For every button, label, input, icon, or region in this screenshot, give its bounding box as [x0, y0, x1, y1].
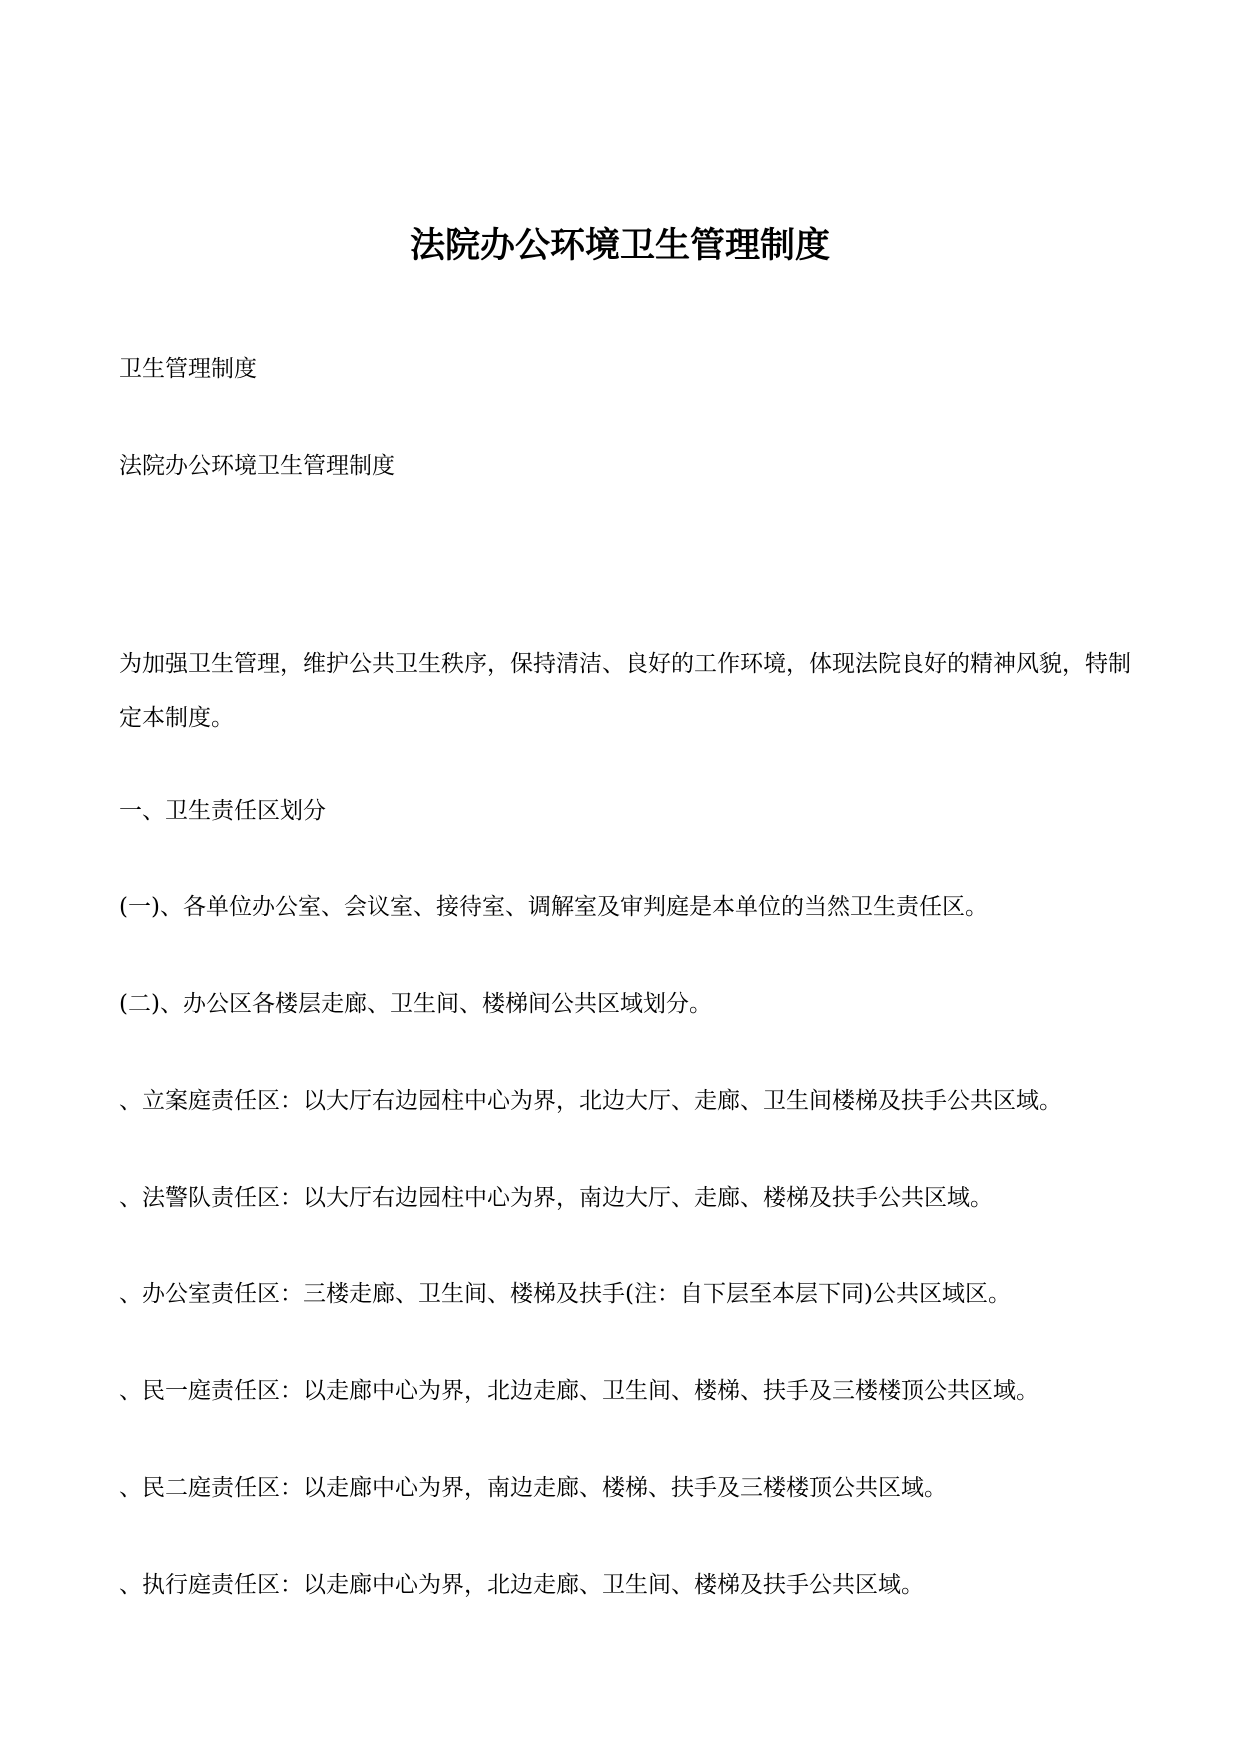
paragraph-zone-minerr: 、民二庭责任区：以走廊中心为界，南边走廊、楼梯、扶手及三楼楼顶公共区域。 — [119, 1475, 947, 1501]
paragraph-item-1: (一)、各单位办公室、会议室、接待室、调解室及审判庭是本单位的当然卫生责任区。 — [119, 894, 988, 920]
paragraph-zone-zhixing: 、执行庭责任区：以走廊中心为界，北边走廊、卫生间、楼梯及扶手公共区域。 — [119, 1572, 924, 1598]
paragraph-subtitle-1: 卫生管理制度 — [119, 356, 257, 382]
document-title: 法院办公环境卫生管理制度 — [409, 225, 830, 266]
paragraph-intro: 为加强卫生管理，维护公共卫生秩序，保持清洁、良好的工作环境，体现法院良好的精神风貌，特制定本制度。 — [119, 651, 1131, 731]
paragraph-zone-bangongshi: 、办公室责任区：三楼走廊、卫生间、楼梯及扶手(注：自下层至本层下同)公共区域区。 — [119, 1281, 1011, 1307]
paragraph-zone-minyi: 、民一庭责任区：以走廊中心为界，北边走廊、卫生间、楼梯、扶手及三楼楼顶公共区域。 — [119, 1378, 1039, 1404]
paragraph-subtitle-2: 法院办公环境卫生管理制度 — [119, 453, 395, 479]
paragraph-zone-fajing: 、法警队责任区：以大厅右边园柱中心为界，南边大厅、走廊、楼梯及扶手公共区域。 — [119, 1185, 993, 1211]
paragraph-item-2: (二)、办公区各楼层走廊、卫生间、楼梯间公共区域划分。 — [119, 991, 712, 1017]
section-heading-1: 一、卫生责任区划分 — [119, 798, 326, 824]
paragraph-zone-lian: 、立案庭责任区：以大厅右边园柱中心为界，北边大厅、走廊、卫生间楼梯及扶手公共区域。 — [119, 1088, 1062, 1114]
